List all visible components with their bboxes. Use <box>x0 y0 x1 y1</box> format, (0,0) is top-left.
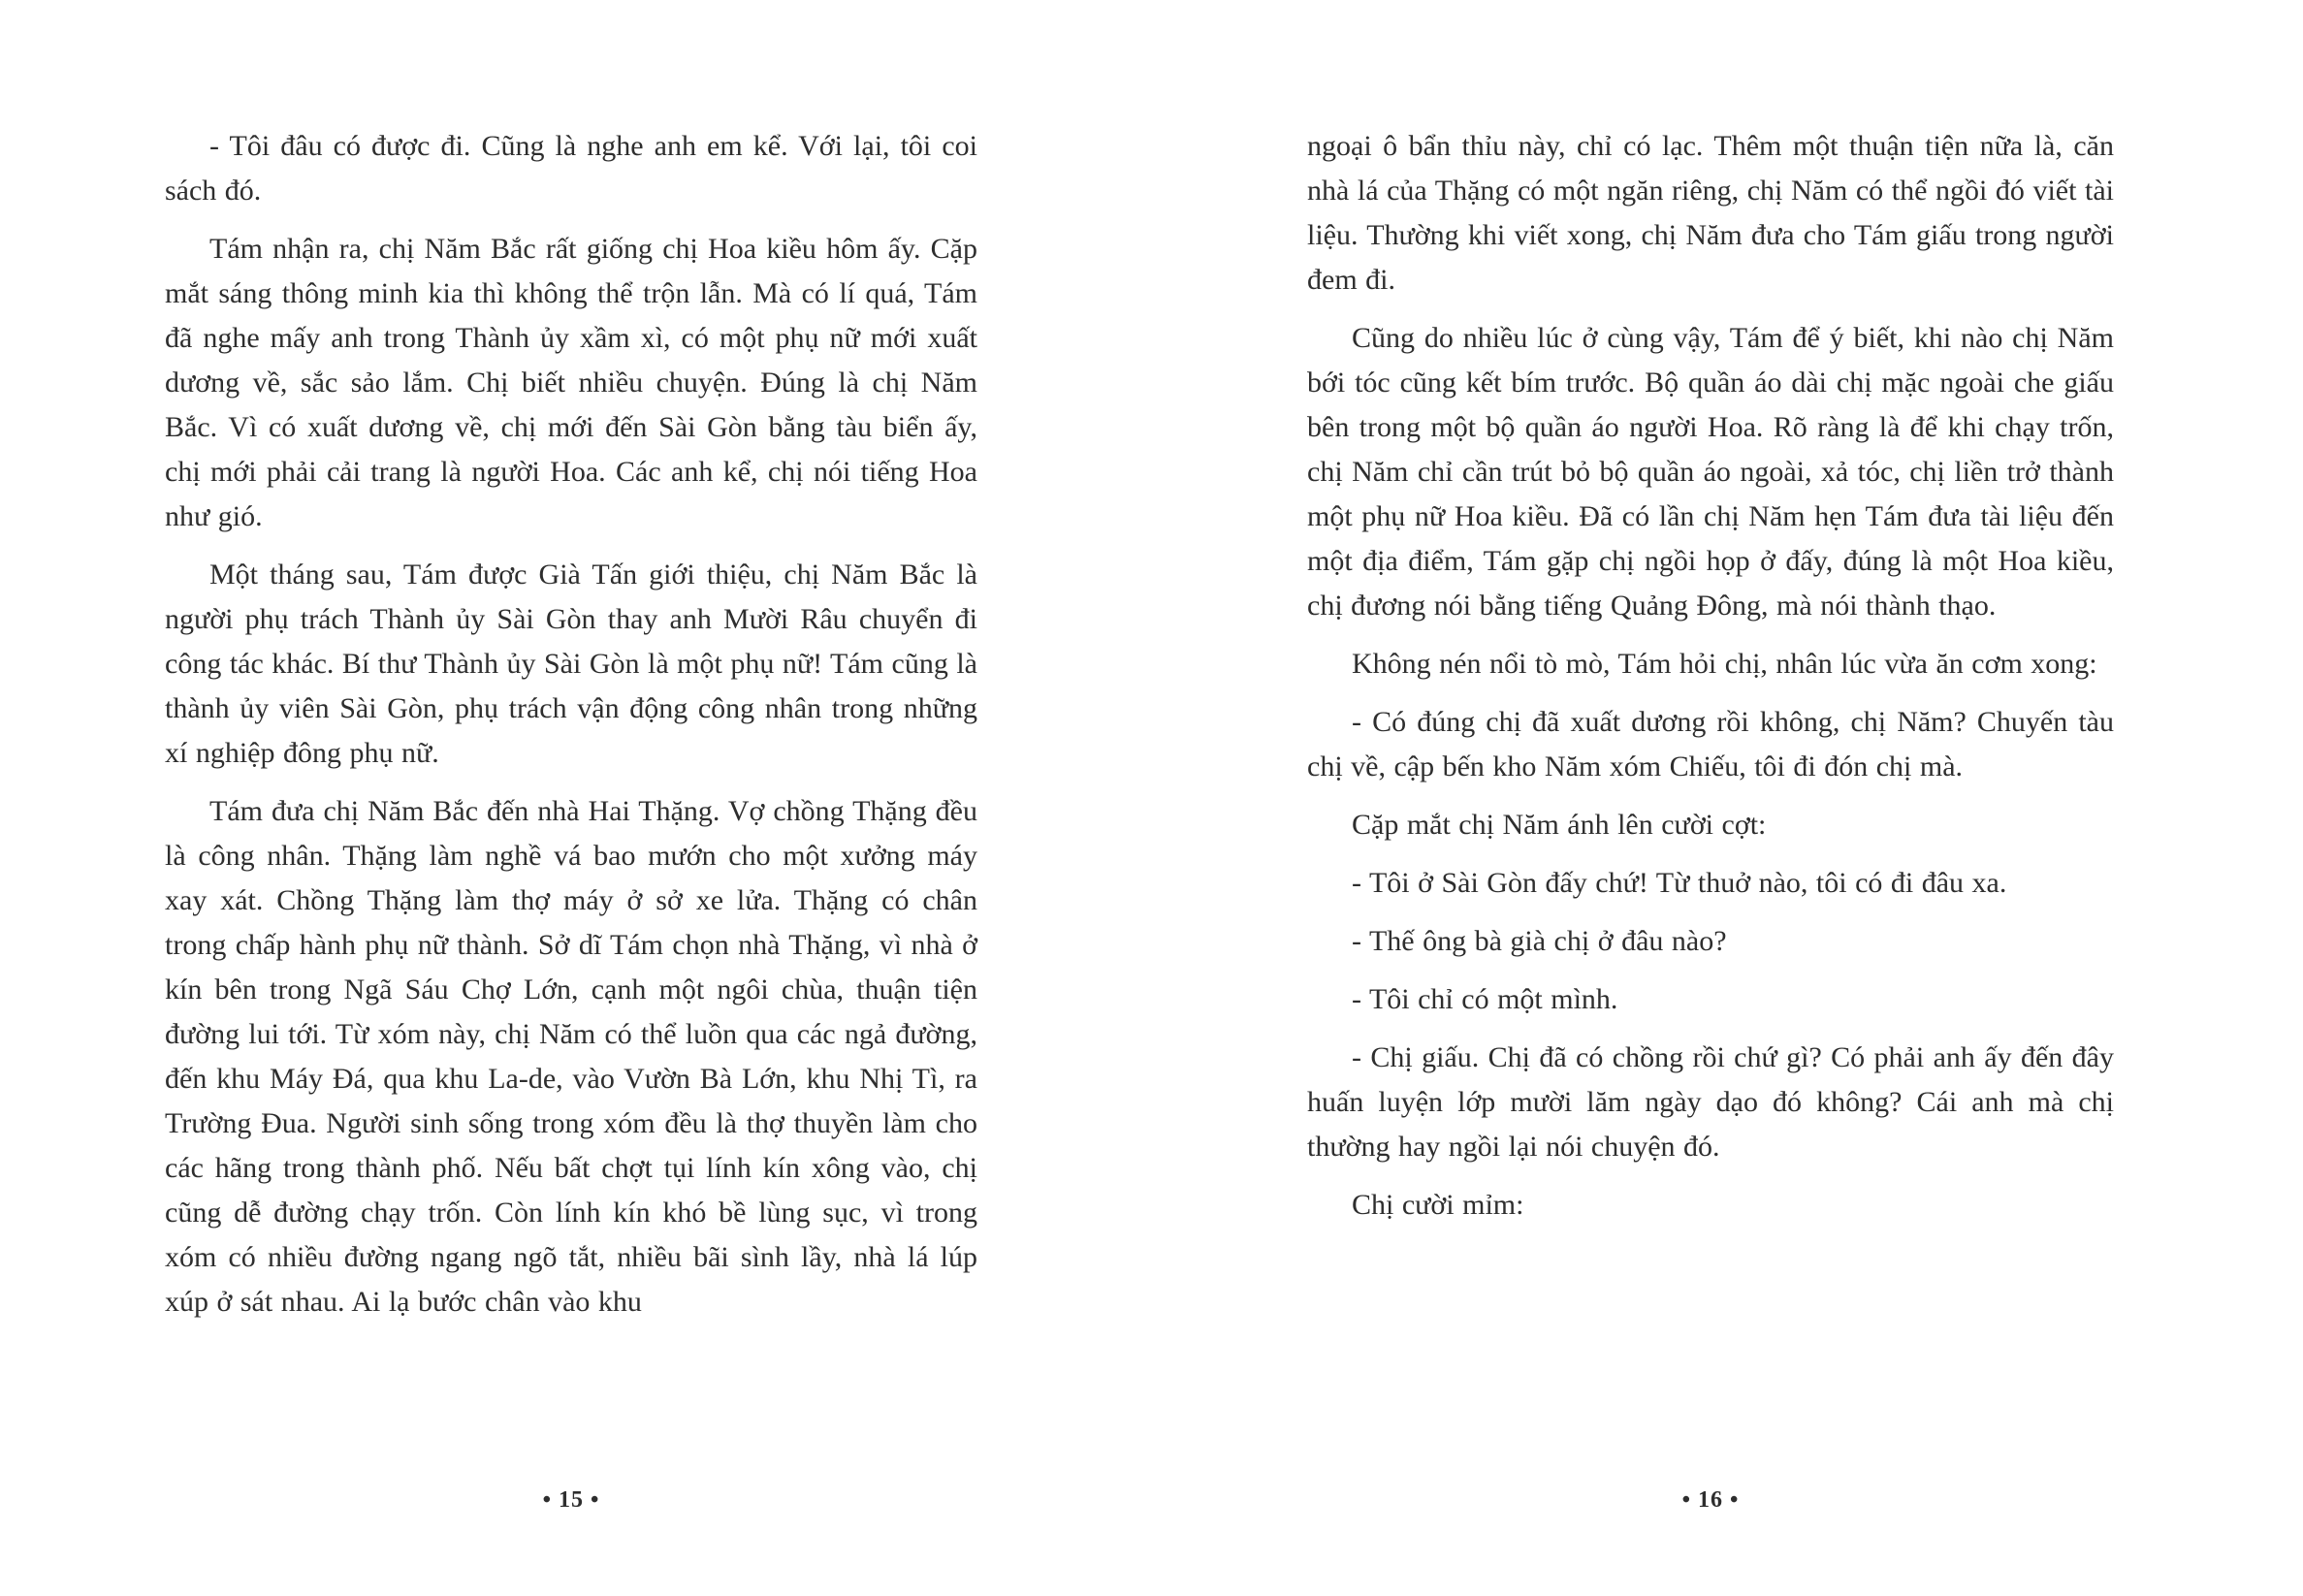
paragraph: Tám nhận ra, chị Năm Bắc rất giống chị Hoa kiều hôm ấy. Cặp mắt sáng thông minh kia thì không thể trộn lẫn. Mà có lí quá, Tám đã nghe mấy anh trong Thành ủy xầm xì, có một phụ nữ mới xuất dương về, sắc sảo lắm. Chị biết nhiều chuyện. Đúng là chị Năm Bắc. Vì có xuất dương về, chị mới đến Sài Gòn bằng tàu biển ấy, chị mới phải cải trang là người Hoa. Các anh kể, chị nói tiếng Hoa như gió. <box>165 233 977 532</box>
paragraph: - Tôi đâu có được đi. Cũng là nghe anh em kể. Với lại, tôi coi sách đó. <box>165 130 977 207</box>
paragraph: Chị cười mỉm: <box>1352 1189 1524 1221</box>
paragraph: Một tháng sau, Tám được Già Tấn giới thiệu, chị Năm Bắc là người phụ trách Thành ủy Sài Gòn thay anh Mười Râu chuyển đi công tác khác. Bí thư Thành ủy Sài Gòn là một phụ nữ! Tám cũng là thành ủy viên Sài Gòn, phụ trách vận động công nhân trong những xí nghiệp đông phụ nữ. <box>165 559 977 769</box>
paragraph: - Chị giấu. Chị đã có chồng rồi chứ gì? Có phải anh ấy đến đây huấn luyện lớp mười lăm ngày dạo đó không? Cái anh mà chị thường hay ngồi lại nói chuyện đó. <box>1307 1041 2114 1163</box>
paragraph: - Thế ông bà già chị ở đâu nào? <box>1352 925 1727 957</box>
paragraph: Không nén nổi tò mò, Tám hỏi chị, nhân lúc vừa ăn cơm xong: <box>1352 648 2097 680</box>
paragraph: - Tôi chỉ có một mình. <box>1352 983 1618 1015</box>
paragraph: ngoại ô bẩn thỉu này, chỉ có lạc. Thêm một thuận tiện nữa là, căn nhà lá của Thặng có một ngăn riêng, chị Năm có thể ngồi đó viết tài liệu. Thường khi viết xong, chị Năm đưa cho Tám giấu trong người đem đi. <box>1307 130 2114 296</box>
paragraph: Cũng do nhiều lúc ở cùng vậy, Tám để ý biết, khi nào chị Năm bới tóc cũng kết bím trước. Bộ quần áo dài chị mặc ngoài che giấu bên trong một bộ quần áo người Hoa. Rõ ràng là để khi chạy trốn, chị Năm chỉ cần trút bỏ bộ quần áo ngoài, xả tóc, chị liền trở thành một phụ nữ Hoa kiều. Đã có lần chị Năm hẹn Tám đưa tài liệu đến một địa điểm, Tám gặp chị ngồi họp ở đấy, đúng là một Hoa kiều, chị đương nói bằng tiếng Quảng Đông, mà nói thành thạo. <box>1307 322 2114 622</box>
page-left-text <box>165 124 977 1338</box>
page-number-right: • 16 • <box>1681 1487 1740 1513</box>
paragraph: - Có đúng chị đã xuất dương rồi không, chị Năm? Chuyến tàu chị về, cập bến kho Năm xóm Chiếu, tôi đi đón chị mà. <box>1307 706 2114 782</box>
paragraph: Cặp mắt chị Năm ánh lên cười cợt: <box>1352 809 1767 841</box>
paragraph: - Tôi ở Sài Gòn đấy chứ! Từ thuở nào, tôi có đi đâu xa. <box>1352 867 2007 899</box>
page-number-left: • 15 • <box>542 1487 600 1513</box>
page-right-text <box>1307 124 2114 1241</box>
paragraph: Tám đưa chị Năm Bắc đến nhà Hai Thặng. Vợ chồng Thặng đều là công nhân. Thặng làm nghề vá bao mướn cho một xưởng máy xay xát. Chồng Thặng làm thợ máy ở sở xe lửa. Thặng có chân trong chấp hành phụ nữ thành. Sở dĩ Tám chọn nhà Thặng, vì nhà ở kín bên trong Ngã Sáu Chợ Lớn, cạnh một ngôi chùa, thuận tiện đường lui tới. Từ xóm này, chị Năm có thể luồn qua các ngả đường, đến khu Máy Đá, qua khu La-de, vào Vườn Bà Lớn, khu Nhị Tì, ra Trường Đua. Người sinh sống trong xóm đều là thợ thuyền làm cho các hãng trong thành phố. Nếu bất chợt tụi lính kín xông vào, chị cũng dễ đường chạy trốn. Còn lính kín khó bề lùng sục, vì trong xóm có nhiều đường ngang ngõ tắt, nhiều bãi sình lầy, nhà lá lúp xúp ở sát nhau. Ai lạ bước chân vào khu <box>165 795 977 1318</box>
